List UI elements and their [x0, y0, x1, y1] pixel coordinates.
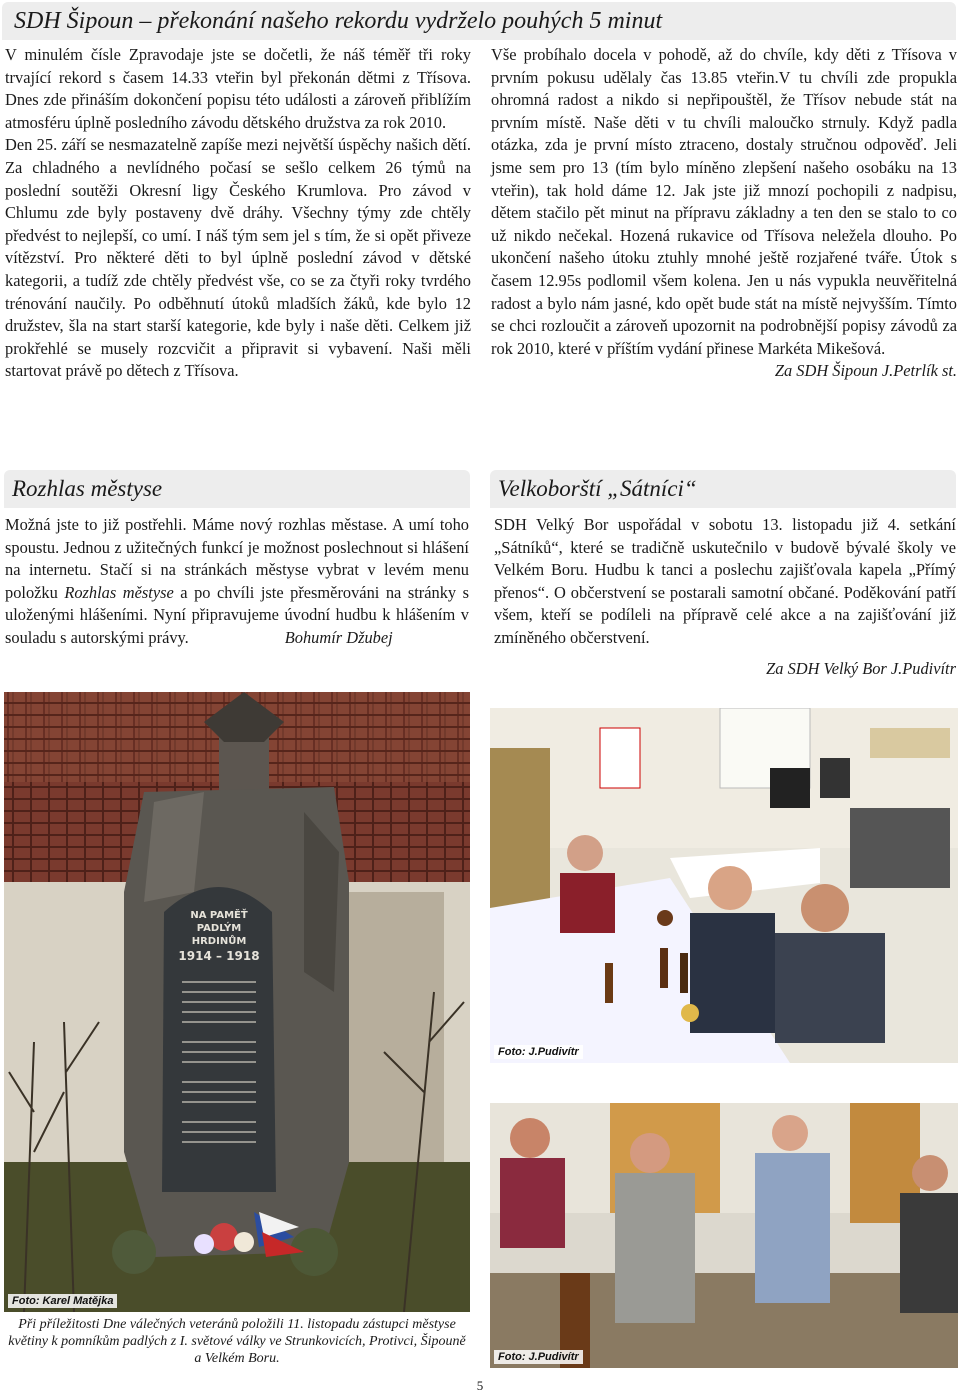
party-photo-2 — [490, 1103, 958, 1368]
party-scene-2 — [490, 1103, 958, 1368]
article-signature: Za SDH Šipoun J.Petrlík st. — [774, 361, 957, 381]
satnici-title: Velkoborští „Sátníci“ — [498, 476, 697, 501]
rozhlas-text — [5, 514, 469, 650]
article-header-bar — [2, 2, 956, 40]
rozhlas-text-end: a po chvíli jste přesměrováni na stránky s uloženými hlášeními. Nyní připravujeme úvodní hudbu k hlášením v souladu s autorskými právy. — [5, 582, 470, 647]
inscription-line-1: NA PAMĚŤ — [190, 910, 248, 921]
satnici-text — [494, 514, 956, 680]
inscription-line-3: HRDINŮM — [191, 936, 247, 947]
rozhlas-author: Bohumír Džubej — [284, 627, 393, 647]
inscription-line-2: PADLÝM — [196, 923, 242, 934]
article-paragraph-3: Vše probíhalo docela v pohodě, až do chvíle, kdy děti z Třísova v prvním pokusu udělaly čas 13.85 vteřin.V tu chvíli zde propukla ohromná radost a nikdo si nepřipouštěl, že Třísov nebude stát na prvním místě. Naše děti v tu chvíli maloučko strnuly. Když padla otázka, zda je první místo ztraceno, dostaly stručnou odpověď. Jeli jsme sem pro 13 (tím bylo míněno zlepšení našeho osobáku na 13 vteřin), tak hold dáme 12. Jak jste již mnozí pochopili z nadpisu, dětem stačilo pět minut na přípravu základny a ten den se stalo to co už nikdo nečekal. Hozená rukavice od Třísova neležela dlouho. Po ukončení našeho útoku ztuhly mnohé ještě rozjařené tváře. Útok s časem 12.95s podlomil všem kolena. Jen u nás vypukla neuvěřitelná radost a bylo nám jasné, kdo opět bude stát na místě nejvyšším. Tímto se chci rozloučit a zároveň upozornit na podrobnější popisy závodů za rok 2010, které v příštím vydání přinese Markéta Mikešová. — [491, 45, 957, 358]
rozhlas-text-start: Možná jste to již postřehli. Máme nový rozhlas městase. A umí toho spoustu. Jednou z užitečných funkcí je možnost poslechnout si hlášení na internetu. Stačí si na stránkách městyse vybrat v levém menu položku — [5, 515, 469, 602]
party-photo-1 — [490, 708, 958, 1063]
memorial-photo-credit: Foto: Karel Matějka — [8, 1294, 117, 1308]
rozhlas-header-bar — [4, 470, 470, 508]
article-right-column — [491, 44, 957, 383]
satnici-paragraph: SDH Velký Bor uspořádal v sobotu 13. listopadu již 4. setkání „Sátníků“, které se tradičně uskutečnilo v budově bývalé školy ve Velkém Boru. Hudbu k tanci a poslechu zajišťovala kapela „Přímý přenos“. O občerstvení se postarali samotní občané. Poděkování patří všem, kteří se podíleli na přípravě celé akce a na zajišťování již zmíněného občerstvení. — [494, 515, 956, 647]
satnici-header-bar — [490, 470, 956, 508]
page-number: 5 — [476, 1378, 484, 1393]
memorial-illustration — [4, 692, 470, 1312]
article-left-column — [5, 44, 471, 383]
article-title: SDH Šipoun – překonání našeho rekordu vydrželo pouhých 5 minut — [14, 8, 663, 34]
memorial-photo — [4, 692, 470, 1312]
satnici-signature: Za SDH Velký Bor J.Pudivítr — [766, 658, 956, 678]
party-photo-1-credit: Foto: J.Pudivítr — [494, 1045, 583, 1059]
rozhlas-title: Rozhlas městyse — [12, 476, 163, 501]
article-paragraph-2: Den 25. září se nesmazatelně zapíše mezi největší úspěchy našich dětí. Za chladného a nevlídného počasí se sešlo celkem 26 týmů na poslední soutěži Okresní ligy Českého Krumlova. Pro závod v Chlumu zde byly postaveny dvě dráhy. Všechny týmy zde chtěly předvést to nejlepší, co umí. I náš tým sem jel s tím, že si opět přiveze vítězství. Pro některé děti to byl úplně poslední závod v dětské kategorii, a tudíž zde chtěly předvést vše, co se za čtyři roky tvrdého trénování naučily. Po odběhnutí útoků mladších žáků, kde bylo 12 družstev, šla na start starší kategorie, kde byly i naše děti. Celkem již prokřehlé se musely rozcvičit a připravit si vybavení. Naši měli startovat právě po dětech z Třísova. — [5, 135, 471, 381]
party-scene-1 — [490, 708, 958, 1063]
inscription-years: 1914 – 1918 — [178, 949, 260, 963]
memorial-caption: Při příležitosti Dne válečných veteránů položili 11. listopadu zástupci městyse květiny k pomníkům padlých z I. světové války ve Strunkovicích, Protivci, Šipouně a Velkém Boru. — [8, 1317, 466, 1366]
party-photo-2-credit: Foto: J.Pudivítr — [494, 1350, 583, 1364]
article-paragraph-1: V minulém čísle Zpravodaje jste se dočetli, že náš téměř tři roky trvající rekord s časem 14.33 vteřin byl překonán dětmi z Třísova. Dnes zde přináším dokončení popisu této události a zároveň přiblížím atmosféru úplně posledního závodu dětského družstva za rok 2010. — [5, 45, 471, 132]
rozhlas-link-name: Rozhlas městyse — [64, 582, 174, 602]
